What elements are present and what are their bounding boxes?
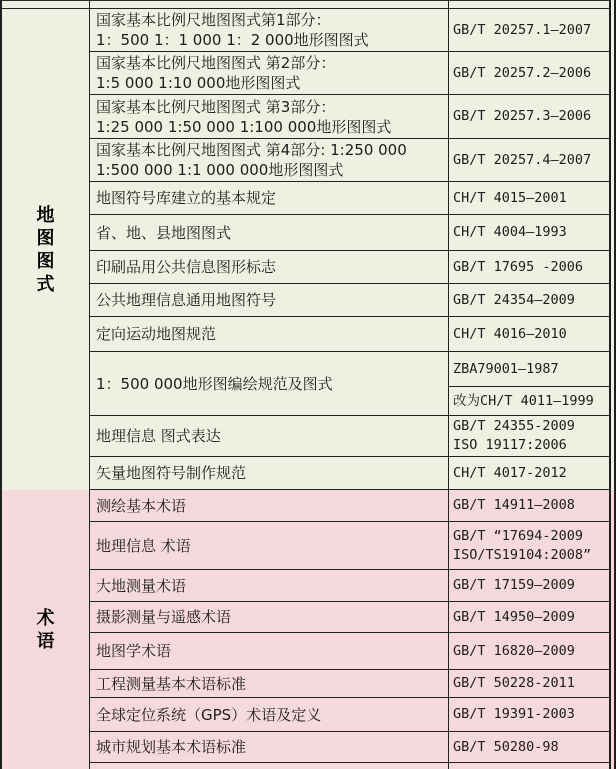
standard-code-cell bbox=[449, 95, 609, 138]
standard-name-line: 1：500 1：1 000 1：2 000地形图图式 bbox=[96, 31, 369, 49]
standard-code-line: GB/T 20257.2—2006 bbox=[453, 64, 592, 81]
standard-name-cell bbox=[90, 9, 449, 51]
standard-code-cell bbox=[449, 570, 609, 601]
standard-code-cell bbox=[449, 317, 609, 351]
standard-name-line: 公共地理信息通用地图符号 bbox=[96, 291, 277, 309]
standard-name-line: 大地测量术语 bbox=[96, 576, 187, 595]
standard-code-line: ISO/TS19104:2008” bbox=[453, 546, 592, 563]
standard-code-cell bbox=[449, 284, 609, 316]
standard-name-cell bbox=[90, 602, 449, 632]
standard-code-cell bbox=[449, 9, 609, 51]
standard-name-cell bbox=[90, 52, 449, 94]
table-row bbox=[90, 457, 609, 490]
table-row bbox=[90, 698, 609, 732]
table-row bbox=[90, 522, 609, 570]
table-row bbox=[90, 182, 609, 215]
standard-name-line: 地图符号库建立的基本规定 bbox=[96, 189, 277, 207]
standard-code-cell bbox=[449, 522, 609, 569]
standard-name-line: 1:5 000 1:10 000地形图图式 bbox=[96, 74, 301, 92]
standard-name-line: 印刷品用公共信息图形标志 bbox=[96, 258, 277, 276]
table-row bbox=[90, 95, 609, 139]
standard-name-line: 国家基本比例尺地图图式 第4部分: 1:250 000 bbox=[96, 141, 407, 159]
standard-code-cell bbox=[449, 698, 609, 731]
standard-name-cell bbox=[90, 317, 449, 351]
table-section-map-symbols bbox=[2, 9, 609, 490]
partial-cell bbox=[449, 1, 609, 8]
standard-code-line: GB/T 14950—2009 bbox=[453, 608, 575, 625]
standard-code-line: GB/T 50228-2011 bbox=[453, 675, 575, 691]
standard-code-cell bbox=[449, 251, 609, 283]
standard-code-subcell bbox=[449, 387, 609, 415]
standard-code-cell bbox=[449, 416, 609, 456]
standard-name-line: 测绘基本术语 bbox=[96, 496, 187, 515]
standard-code-line: 改为CH/T 4011—1999 bbox=[453, 392, 594, 409]
standard-name-line: 1:500 000 1:1 000 000地形图图式 bbox=[96, 161, 344, 179]
standard-name-cell bbox=[90, 633, 449, 669]
standard-name-line: 矢量地图符号制作规范 bbox=[96, 464, 247, 482]
standard-code-cell bbox=[449, 732, 609, 762]
standard-name-cell bbox=[90, 698, 449, 731]
category-label-char: 地 bbox=[36, 204, 55, 226]
standard-name-cell bbox=[90, 284, 449, 316]
standard-name-cell bbox=[90, 251, 449, 283]
standard-code-cell bbox=[449, 490, 609, 521]
standard-code-line: CH/T 4016—2010 bbox=[453, 325, 567, 342]
standard-code-cell bbox=[449, 139, 609, 181]
table-row bbox=[90, 602, 609, 633]
partial-cell bbox=[90, 1, 449, 8]
standard-code-cell bbox=[449, 633, 609, 669]
standard-name-line: 地理信息 图式表达 bbox=[96, 427, 221, 445]
category-label bbox=[2, 490, 90, 769]
table-row bbox=[90, 633, 609, 670]
standard-code-line: GB/T “17694-2009 bbox=[453, 527, 584, 544]
category-label bbox=[2, 9, 90, 490]
standard-name-line: 国家基本比例尺地图图式第1部分： bbox=[96, 11, 331, 29]
category-label-char: 图 bbox=[36, 250, 55, 272]
standard-name-cell bbox=[90, 139, 449, 181]
table-row bbox=[90, 732, 609, 763]
standard-name-cell bbox=[90, 457, 449, 489]
category-label-char: 图 bbox=[36, 227, 55, 249]
standard-code-cell bbox=[449, 215, 609, 250]
table-row bbox=[90, 284, 609, 317]
standard-code-line: ISO 19117:2006 bbox=[453, 437, 567, 453]
table-row bbox=[90, 139, 609, 182]
standard-code-cell bbox=[449, 457, 609, 489]
table-row bbox=[90, 670, 609, 698]
standard-code-line: GB/T 50280-98 bbox=[453, 738, 559, 755]
partial-cell bbox=[90, 763, 449, 769]
standard-name-cell bbox=[90, 182, 449, 214]
standard-code-line: GB/T 19391-2003 bbox=[453, 706, 575, 722]
table-row bbox=[90, 490, 609, 522]
standard-code-line: CH/T 4017-2012 bbox=[453, 464, 567, 481]
standard-code-line: CH/T 4004—1993 bbox=[453, 224, 567, 240]
standard-name-cell bbox=[90, 416, 449, 456]
standard-name-cell bbox=[90, 215, 449, 250]
table-section-terminology bbox=[2, 490, 609, 769]
standard-name-line: 国家基本比例尺地图图式 第3部分： bbox=[96, 97, 336, 116]
standard-name-line: 地图学术语 bbox=[96, 642, 172, 660]
standard-code-line: GB/T 24355-2009 bbox=[453, 418, 575, 434]
standard-code-line: ZBA79001—1987 bbox=[453, 360, 559, 377]
category-label-char: 术 bbox=[36, 607, 55, 629]
standard-code-line: GB/T 17695 -2006 bbox=[453, 258, 584, 275]
partial-cell bbox=[449, 763, 609, 769]
standard-name-line: 全球定位系统（GPS）术语及定义 bbox=[96, 705, 322, 724]
partial-row-bottom bbox=[90, 763, 609, 769]
standard-name-cell bbox=[90, 570, 449, 601]
standard-name-cell bbox=[90, 95, 449, 138]
standard-name-line: 定向运动地图规范 bbox=[96, 325, 217, 343]
table-row bbox=[90, 9, 609, 52]
standard-code-subcell bbox=[449, 352, 609, 387]
section-rows bbox=[90, 9, 609, 490]
standard-code-cell bbox=[449, 182, 609, 214]
standard-code-line: GB/T 17159—2009 bbox=[453, 577, 575, 593]
standard-code-line: GB/T 14911—2008 bbox=[453, 497, 575, 513]
standard-code-line: GB/T 20257.4—2007 bbox=[453, 151, 592, 168]
table-row bbox=[90, 570, 609, 602]
standard-name-line: 城市规划基本术语标准 bbox=[96, 738, 247, 756]
standard-name-line: 1：500 000地形图编绘规范及图式 bbox=[96, 374, 333, 393]
standard-code-cell bbox=[449, 352, 609, 415]
table-row bbox=[90, 416, 609, 457]
standard-code-line: GB/T 16820—2009 bbox=[453, 642, 575, 659]
standard-code-line: GB/T 20257.3—2006 bbox=[453, 108, 592, 124]
standard-code-cell bbox=[449, 670, 609, 697]
standard-name-line: 工程测量基本术语标准 bbox=[96, 674, 247, 693]
standard-name-cell bbox=[90, 490, 449, 521]
standard-name-cell bbox=[90, 352, 449, 415]
standard-name-line: 1:25 000 1:50 000 1:100 000地形图图式 bbox=[96, 117, 392, 136]
standard-code-line: GB/T 20257.1—2007 bbox=[453, 21, 592, 38]
standard-code-line: GB/T 24354—2009 bbox=[453, 291, 575, 308]
standard-name-cell bbox=[90, 732, 449, 762]
section-rows bbox=[90, 490, 609, 769]
standard-name-cell bbox=[90, 522, 449, 569]
standard-name-line: 地理信息 术语 bbox=[96, 536, 191, 555]
category-label-char: 式 bbox=[36, 273, 55, 295]
table-row bbox=[90, 317, 609, 352]
partial-row-top bbox=[2, 0, 609, 9]
standard-code-line: CH/T 4015—2001 bbox=[453, 189, 567, 206]
standard-code-cell bbox=[449, 602, 609, 632]
standard-name-line: 摄影测量与遥感术语 bbox=[96, 608, 232, 626]
standard-code-cell bbox=[449, 52, 609, 94]
standard-name-cell bbox=[90, 670, 449, 697]
table-row bbox=[90, 52, 609, 95]
standard-name-line: 省、地、县地图图式 bbox=[96, 223, 232, 242]
standard-name-line: 国家基本比例尺地图图式 第2部分： bbox=[96, 54, 336, 72]
table-row bbox=[90, 215, 609, 251]
category-label-char: 语 bbox=[36, 630, 55, 652]
table-row bbox=[90, 352, 609, 416]
table-row bbox=[90, 251, 609, 284]
partial-cell bbox=[2, 1, 90, 8]
